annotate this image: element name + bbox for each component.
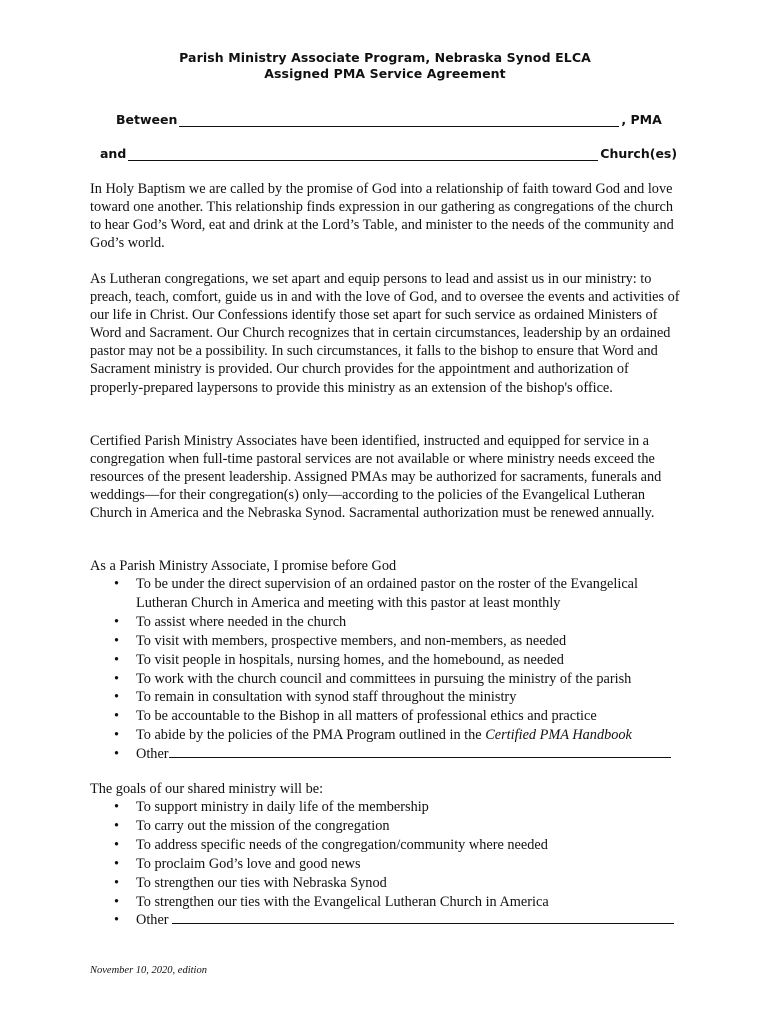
bullet-icon: • [114,817,120,834]
goals-intro: The goals of our shared ministry will be: [90,781,324,797]
document-title: Parish Ministry Associate Program, Nebraska Synod ELCA [179,50,591,65]
list-item: • To abide by the policies of the PMA Program outlined in the Certified PMA Handbook [114,727,632,744]
list-item: • To address specific needs of the congregation/community where needed [114,836,548,853]
church-name-blank[interactable] [128,147,598,161]
bullet-icon: • [114,689,120,706]
paragraph-baptism: In Holy Baptism we are called by the promise of God into a relationship of faith toward God and love toward one another. This relationship finds expression in our gathering as congregations of the church to hear God’s Word, eat and drink at the Lord’s Table, and minister to the needs of the community and God’s world. [90,181,674,252]
list-item: • To be accountable to the Bishop in all matters of professional ethics and practice [114,708,597,725]
paragraph-certified-pma: Certified Parish Ministry Associates have been identified, instructed and equipped for service in a congregation when full-time pastoral services are not available or where ministry needs exceed the resources of the present leadership. Assigned PMAs may be authorized for sacraments, funerals and weddings—for their congregation(s) only—according to the policies of the Evangelical Lutheran Church in America and the Nebraska Synod. Sacramental authorization must be renewed annually. [90,433,662,522]
edition-footer: November 10, 2020, edition [90,965,207,976]
list-item: • To be under the direct supervision of an ordained pastor on the roster of the Evangelical Lutheran Church in America and meeting with this pastor at least monthly [114,576,639,611]
paragraph-lutheran-congregations: As Lutheran congregations, we set apart and equip persons to lead and assist us in our ministry: to preach, teach, comfort, guide us in and with the love of God, and to oversee the events and activities of our life in Christ. Our Confessions identify those set apart for such service as ordained Ministers of Word and Sacrament. Our Church recognizes that in certain circumstances, leadership by an ordained pastor may not be a possibility. In such circumstances, it falls to the bishop to ensure that Word and Sacrament ministry is provided. Our church provides for the appointment and authorization of properly-prepared laypersons to provide this ministry as an extension of the bishop's office. [90,271,680,396]
bullet-icon: • [114,708,120,725]
bullet-icon: • [114,836,120,853]
promise-list [90,575,690,764]
bullet-icon: • [114,632,120,649]
list-item: • To strengthen our ties with Nebraska Synod [114,874,387,891]
between-pma-row [116,112,662,127]
list-item-other: • Other [90,745,690,764]
and-church-row [100,146,677,161]
bullet-icon: • [114,651,120,668]
and-label: and [100,146,127,161]
list-item: • To strengthen our ties with the Evangelical Lutheran Church in America [114,893,549,910]
list-item: • To assist where needed in the church [114,613,347,630]
bullet-icon: • [114,893,120,910]
bullet-icon: • [114,912,120,929]
list-item: • To work with the church council and committees in pursuing the ministry of the parish [114,670,632,687]
bullet-icon: • [114,855,120,872]
bullet-icon: • [114,874,120,891]
pma-name-blank[interactable] [179,113,619,127]
list-item: • To support ministry in daily life of the membership [114,799,429,815]
goals-other-blank[interactable] [172,911,674,924]
list-item: • To remain in consultation with synod staff throughout the ministry [114,689,517,706]
bullet-icon: • [114,727,120,744]
church-suffix: Church(es) [600,146,678,161]
bullet-icon: • [114,799,120,815]
list-item: • To visit with members, prospective members, and non-members, as needed [114,632,567,649]
pma-suffix: , PMA [621,112,662,127]
bullet-icon: • [114,746,120,763]
list-item: • To visit people in hospitals, nursing homes, and the homebound, as needed [114,651,564,668]
goals-list [90,798,690,930]
bullet-icon: • [114,613,120,630]
promise-other-blank[interactable] [169,745,671,758]
document-subtitle: Assigned PMA Service Agreement [264,66,506,81]
handbook-title: Certified PMA Handbook [485,727,632,744]
list-item-other: • Other [90,911,690,930]
between-label: Between [116,112,178,127]
promise-intro: As a Parish Ministry Associate, I promise before God [90,558,397,574]
list-item: • To carry out the mission of the congregation [114,817,390,834]
bullet-icon: • [114,670,120,687]
list-item: • To proclaim God’s love and good news [114,855,361,872]
bullet-icon: • [114,576,120,592]
